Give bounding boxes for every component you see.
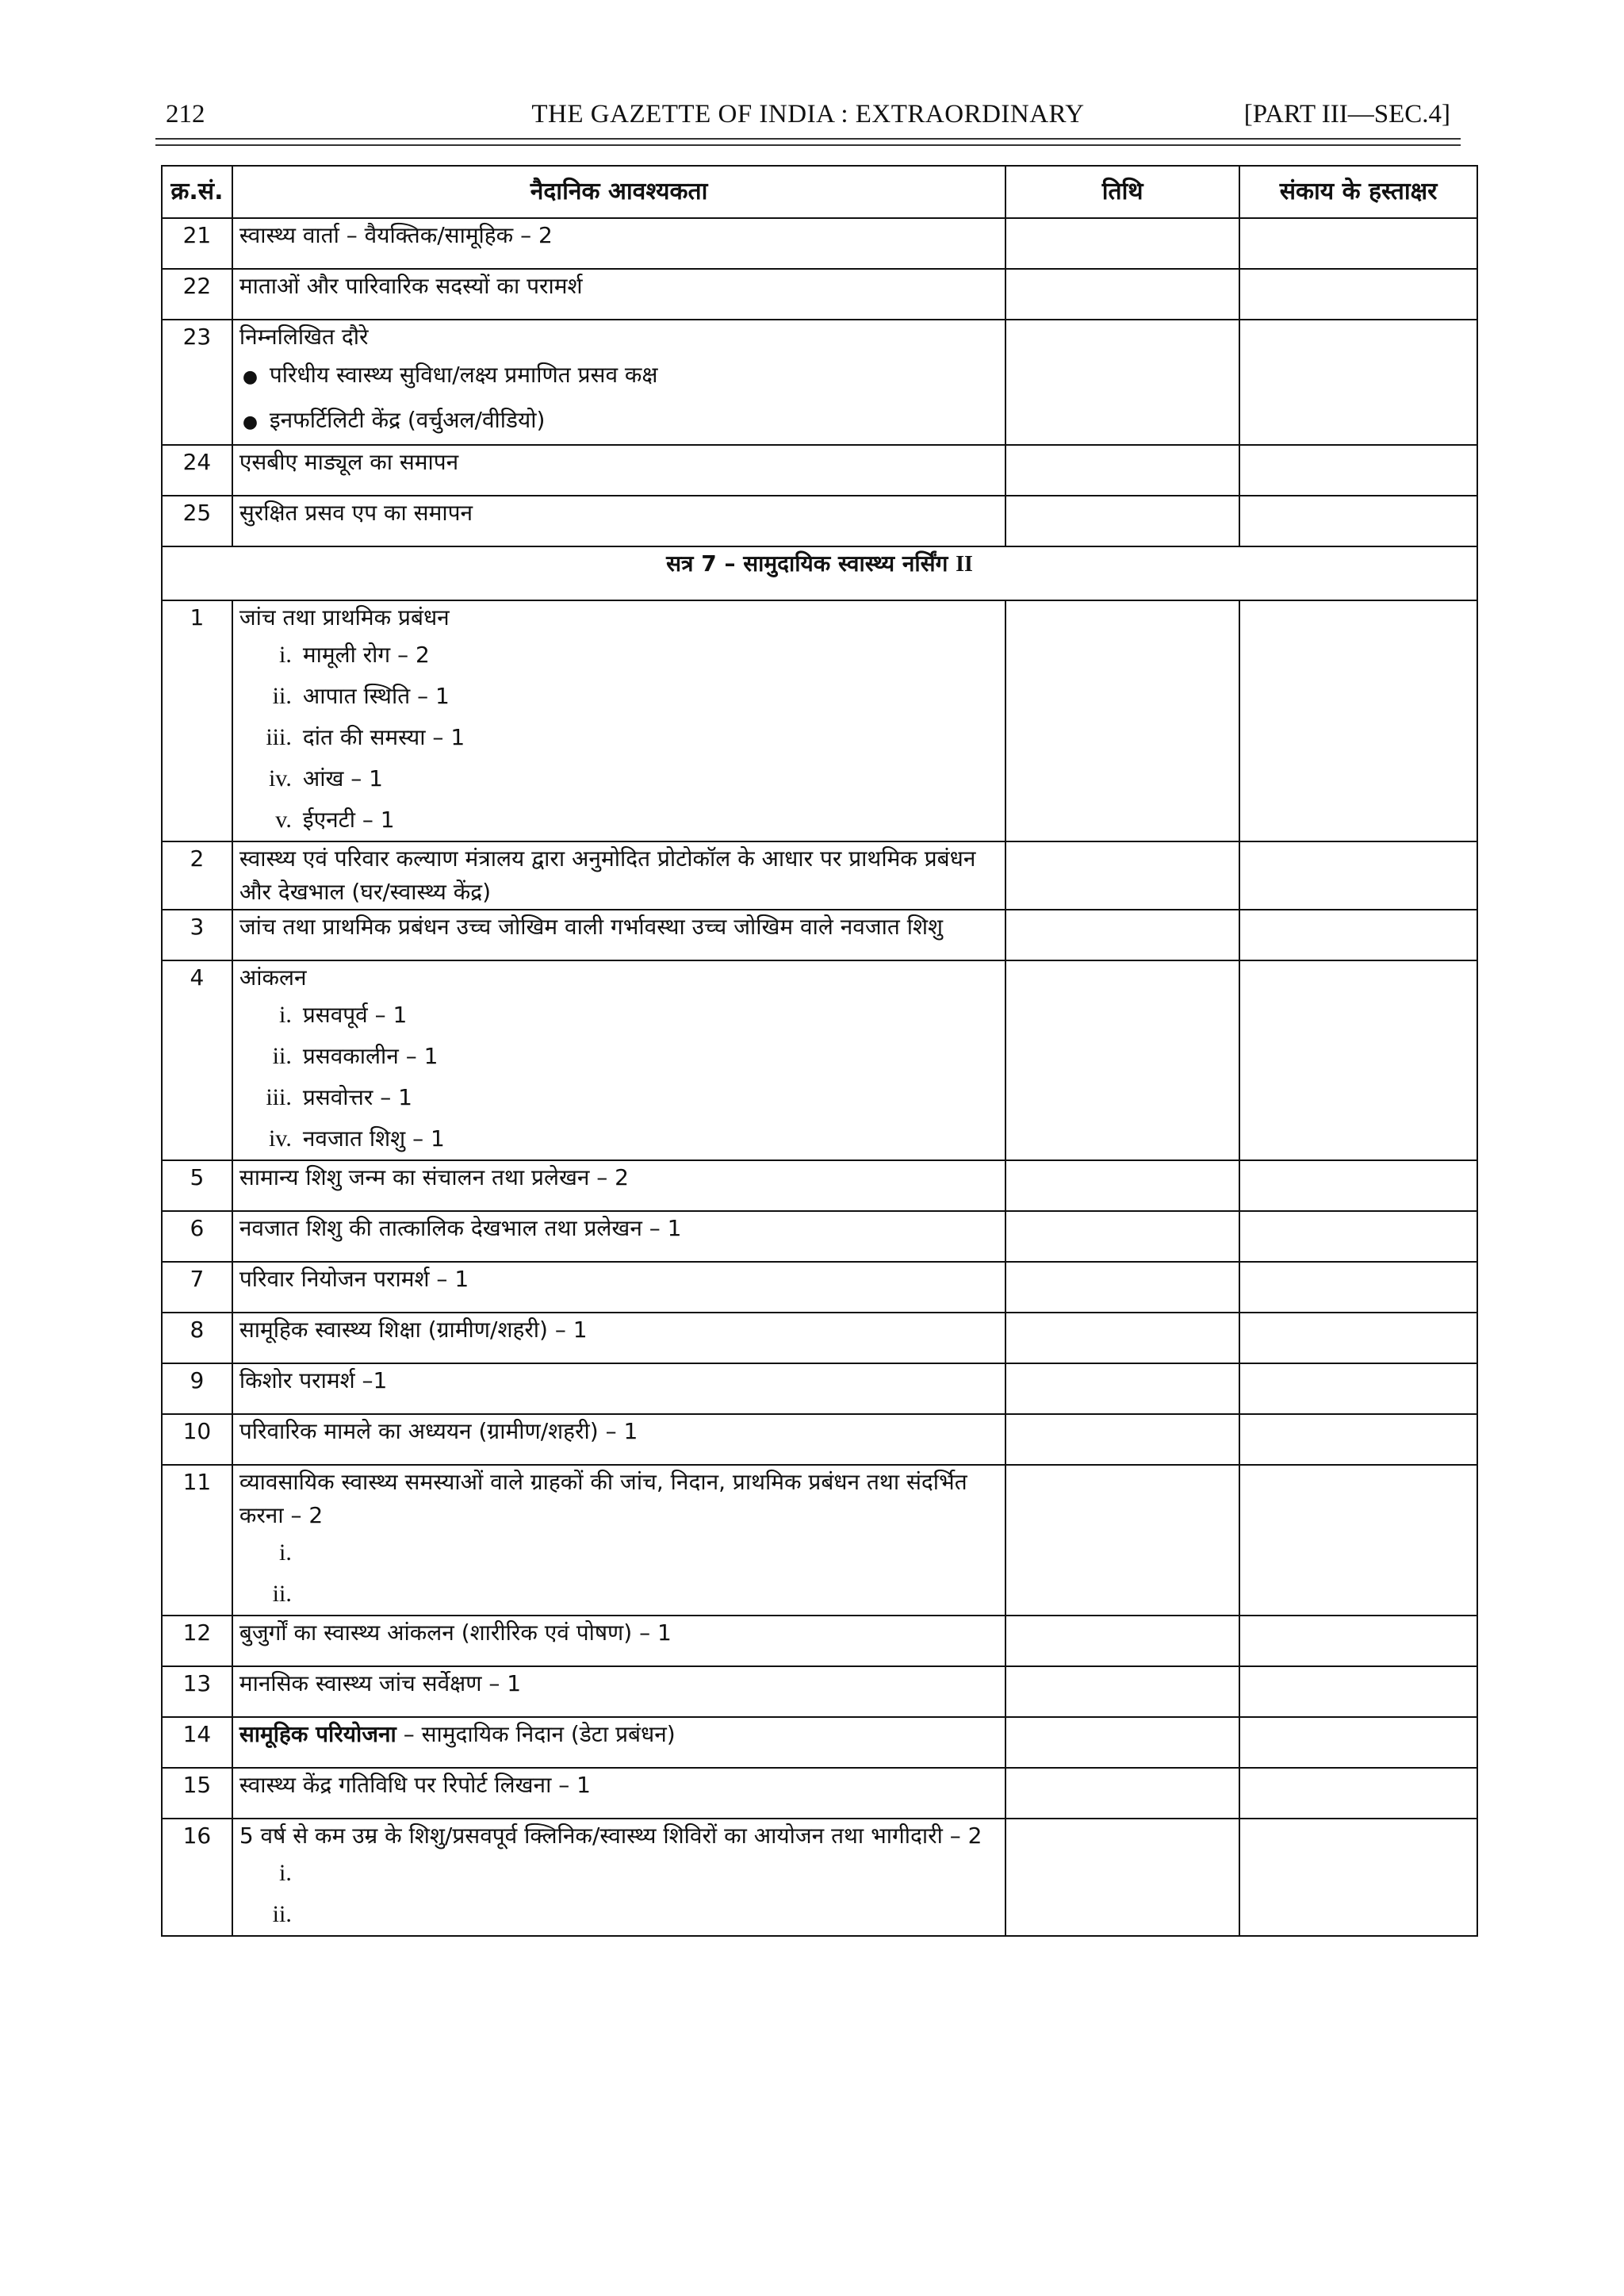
sub-text: दांत की समस्या – 1: [302, 724, 465, 750]
row-date-cell: [1005, 1160, 1239, 1211]
sub-text: मामूली रोग – 2: [302, 642, 430, 668]
requirement-text: बुजुर्गों का स्वास्थ्य आंकलन (शारीरिक एवं पोषण) – 1: [239, 1619, 672, 1646]
sub-item: [239, 995, 998, 1036]
sub-numeral: v.: [275, 807, 292, 833]
row-requirement: [232, 496, 1005, 546]
table-header-row: [162, 166, 1477, 218]
row-signature-cell: [1239, 1819, 1477, 1936]
sub-item: [239, 717, 998, 758]
row-serial: 4: [162, 960, 232, 1160]
table-row: [162, 269, 1477, 320]
requirement-text: स्वास्थ्य एवं परिवार कल्याण मंत्रालय द्वारा अनुमोदित प्रोटोकॉल के आधार पर प्राथमिक प्रबंधन और देखभाल (घर/स्वास्थ्य केंद्र): [239, 845, 976, 905]
row-requirement: [232, 910, 1005, 960]
row-serial: 23: [162, 320, 232, 445]
row-requirement: [232, 1768, 1005, 1819]
requirement-text: सामूहिक स्वास्थ्य शिक्षा (ग्रामीण/शहरी) – 1: [239, 1317, 588, 1343]
row-date-cell: [1005, 1666, 1239, 1717]
table-row: [162, 841, 1477, 910]
col-header-serial: क्र.सं.: [162, 166, 232, 218]
table-row: [162, 960, 1477, 1160]
requirement-text: नवजात शिशु की तात्कालिक देखभाल तथा प्रलेखन – 1: [239, 1215, 682, 1241]
sub-numeral: iii.: [266, 1084, 292, 1110]
row-signature-cell: [1239, 496, 1477, 546]
requirement-text: परिवारिक मामले का अध्ययन (ग्रामीण/शहरी) – 1: [239, 1418, 638, 1444]
table-body-a: [162, 218, 1477, 546]
row-serial: 14: [162, 1717, 232, 1768]
sub-item: [239, 1573, 998, 1615]
sub-item: [239, 1118, 998, 1159]
row-serial: 3: [162, 910, 232, 960]
row-date-cell: [1005, 445, 1239, 496]
section-heading-text: सत्र 7 – सामुदायिक स्वास्थ्य नर्सिंग: [666, 550, 948, 577]
requirement-text: – सामुदायिक निदान (डेटा प्रबंधन): [396, 1721, 676, 1747]
header-rule-top: [155, 138, 1461, 140]
row-serial: 25: [162, 496, 232, 546]
table-row: [162, 445, 1477, 496]
sub-item: [239, 1532, 998, 1573]
row-signature-cell: [1239, 841, 1477, 910]
table-row: [162, 1768, 1477, 1819]
sub-text: प्रसवपूर्व – 1: [302, 1002, 408, 1028]
sub-numeral: ii.: [272, 1901, 292, 1927]
table-body-b: [162, 600, 1477, 1936]
requirement-text: जांच तथा प्राथमिक प्रबंधन: [239, 604, 450, 631]
row-signature-cell: [1239, 269, 1477, 320]
requirement-text: व्यावसायिक स्वास्थ्य समस्याओं वाले ग्राहकों की जांच, निदान, प्राथमिक प्रबंधन तथा संदर्भित करना – 2: [239, 1469, 967, 1528]
page-header: [161, 94, 1455, 138]
sub-item: [239, 758, 998, 799]
row-date-cell: [1005, 1717, 1239, 1768]
sub-numeral: i.: [279, 642, 292, 668]
col-header-signature: संकाय के हस्ताक्षर: [1239, 166, 1477, 218]
row-serial: 7: [162, 1262, 232, 1313]
sub-item: [239, 1077, 998, 1118]
table-row: [162, 1414, 1477, 1465]
row-signature-cell: [1239, 1262, 1477, 1313]
row-requirement: [232, 1666, 1005, 1717]
table-row: [162, 1363, 1477, 1414]
row-requirement: [232, 1465, 1005, 1616]
row-requirement: [232, 269, 1005, 320]
row-date-cell: [1005, 1768, 1239, 1819]
table-row: [162, 496, 1477, 546]
requirement-text: सामान्य शिशु जन्म का संचालन तथा प्रलेखन – 2: [239, 1164, 629, 1190]
row-serial: 12: [162, 1616, 232, 1666]
sub-numeral: ii.: [272, 1581, 292, 1607]
row-requirement: [232, 1717, 1005, 1768]
section-heading: [162, 546, 1477, 600]
section-row: [162, 546, 1477, 600]
row-date-cell: [1005, 1363, 1239, 1414]
part-section: [PART III—SEC.4]: [1243, 100, 1450, 128]
row-serial: 13: [162, 1666, 232, 1717]
row-date-cell: [1005, 218, 1239, 269]
bullet-text: इनफर्टिलिटी केंद्र (वर्चुअल/वीडियो): [269, 407, 546, 433]
row-serial: 15: [162, 1768, 232, 1819]
row-requirement: [232, 1211, 1005, 1262]
row-signature-cell: [1239, 600, 1477, 841]
sub-item: [239, 1036, 998, 1077]
row-date-cell: [1005, 1262, 1239, 1313]
row-date-cell: [1005, 1414, 1239, 1465]
requirement-text: सुरक्षित प्रसव एप का समापन: [239, 500, 473, 526]
row-signature-cell: [1239, 1465, 1477, 1616]
bullet-text: परिधीय स्वास्थ्य सुविधा/लक्ष्य प्रमाणित प्रसव कक्ष: [269, 362, 658, 388]
row-date-cell: [1005, 1819, 1239, 1936]
row-date-cell: [1005, 320, 1239, 445]
row-requirement: [232, 960, 1005, 1160]
table-row: [162, 1666, 1477, 1717]
row-date-cell: [1005, 600, 1239, 841]
requirement-text: एसबीए माड्यूल का समापन: [239, 449, 459, 475]
row-date-cell: [1005, 1616, 1239, 1666]
table-row: [162, 218, 1477, 269]
row-serial: 22: [162, 269, 232, 320]
table-row: [162, 1717, 1477, 1768]
sub-numeral: i.: [279, 1539, 292, 1566]
row-serial: 24: [162, 445, 232, 496]
requirement-text: 5 वर्ष से कम उम्र के शिशु/प्रसवपूर्व क्लिनिक/स्वास्थ्य शिविरों का आयोजन तथा भागीदारी – 2: [239, 1823, 982, 1849]
sub-numeral: ii.: [272, 1043, 292, 1069]
requirement-text: माताओं और पारिवारिक सदस्यों का परामर्श: [239, 273, 583, 299]
row-requirement: [232, 1313, 1005, 1363]
row-date-cell: [1005, 960, 1239, 1160]
bullet-icon: ●: [242, 367, 259, 387]
table-row: [162, 910, 1477, 960]
row-requirement: [232, 600, 1005, 841]
sub-text: आपात स्थिति – 1: [302, 683, 450, 709]
row-date-cell: [1005, 1313, 1239, 1363]
row-requirement: [232, 1616, 1005, 1666]
row-serial: 10: [162, 1414, 232, 1465]
row-signature-cell: [1239, 1717, 1477, 1768]
sub-text: नवजात शिशु – 1: [302, 1125, 445, 1152]
bullet-item: [239, 354, 998, 399]
row-date-cell: [1005, 1211, 1239, 1262]
requirement-text: किशोर परामर्श –1: [239, 1367, 388, 1393]
sub-item: [239, 1853, 998, 1894]
row-serial: 11: [162, 1465, 232, 1616]
row-requirement: [232, 1819, 1005, 1936]
bullet-item: [239, 399, 998, 444]
sub-numeral: iv.: [268, 765, 292, 792]
requirement-text: मानसिक स्वास्थ्य जांच सर्वेक्षण – 1: [239, 1670, 522, 1696]
row-signature-cell: [1239, 1666, 1477, 1717]
row-requirement: [232, 1262, 1005, 1313]
sub-item: [239, 799, 998, 841]
table-row: [162, 1262, 1477, 1313]
sub-text: आंख – 1: [302, 765, 383, 792]
row-requirement: [232, 1363, 1005, 1414]
row-serial: 9: [162, 1363, 232, 1414]
row-signature-cell: [1239, 910, 1477, 960]
sub-text: ईएनटी – 1: [302, 807, 395, 833]
row-serial: 6: [162, 1211, 232, 1262]
sub-item: [239, 1894, 998, 1935]
sub-numeral: iii.: [266, 724, 292, 750]
requirement-text: निम्नलिखित दौरे: [239, 324, 369, 350]
row-signature-cell: [1239, 1211, 1477, 1262]
bullet-icon: ●: [242, 412, 259, 432]
row-serial: 1: [162, 600, 232, 841]
table-row: [162, 1211, 1477, 1262]
sub-item: [239, 634, 998, 676]
table-row: [162, 1616, 1477, 1666]
row-signature-cell: [1239, 1313, 1477, 1363]
clinical-requirements-table: [161, 165, 1478, 1937]
col-header-requirement: नैदानिक आवश्यकता: [232, 166, 1005, 218]
row-requirement: [232, 320, 1005, 445]
row-signature-cell: [1239, 1414, 1477, 1465]
row-signature-cell: [1239, 1160, 1477, 1211]
requirement-bold: सामूहिक परियोजना: [239, 1721, 396, 1747]
gazette-title: THE GAZETTE OF INDIA : EXTRAORDINARY: [531, 100, 1085, 128]
row-serial: 8: [162, 1313, 232, 1363]
row-requirement: [232, 1414, 1005, 1465]
requirement-text: स्वास्थ्य वार्ता – वैयक्तिक/सामूहिक – 2: [239, 222, 553, 248]
table-row: [162, 1465, 1477, 1616]
row-date-cell: [1005, 496, 1239, 546]
table-row: [162, 1160, 1477, 1211]
col-header-date: तिथि: [1005, 166, 1239, 218]
row-date-cell: [1005, 1465, 1239, 1616]
table-row: [162, 1819, 1477, 1936]
row-requirement: [232, 218, 1005, 269]
sub-numeral: iv.: [268, 1125, 292, 1152]
section-heading-numeral: II: [956, 552, 973, 577]
row-serial: 5: [162, 1160, 232, 1211]
table-row: [162, 320, 1477, 445]
row-signature-cell: [1239, 218, 1477, 269]
requirement-text: जांच तथा प्राथमिक प्रबंधन उच्च जोखिम वाली गर्भावस्था उच्च जोखिम वाले नवजात शिशु: [239, 914, 944, 940]
row-requirement: [232, 445, 1005, 496]
page-number: 212: [166, 100, 205, 128]
row-date-cell: [1005, 841, 1239, 910]
row-requirement: [232, 841, 1005, 910]
row-date-cell: [1005, 910, 1239, 960]
sub-item: [239, 676, 998, 717]
row-signature-cell: [1239, 1768, 1477, 1819]
requirement-text: स्वास्थ्य केंद्र गतिविधि पर रिपोर्ट लिखना – 1: [239, 1772, 591, 1798]
row-signature-cell: [1239, 1616, 1477, 1666]
sub-numeral: i.: [279, 1002, 292, 1028]
requirement-text: परिवार नियोजन परामर्श – 1: [239, 1266, 469, 1292]
section-row-body: [162, 546, 1477, 600]
header-rule-bottom: [155, 144, 1461, 146]
row-date-cell: [1005, 269, 1239, 320]
row-signature-cell: [1239, 1363, 1477, 1414]
table-row: [162, 600, 1477, 841]
table-row: [162, 1313, 1477, 1363]
row-requirement: [232, 1160, 1005, 1211]
row-signature-cell: [1239, 320, 1477, 445]
row-signature-cell: [1239, 445, 1477, 496]
row-serial: 21: [162, 218, 232, 269]
row-serial: 2: [162, 841, 232, 910]
row-signature-cell: [1239, 960, 1477, 1160]
sub-numeral: i.: [279, 1860, 292, 1886]
requirement-text: आंकलन: [239, 964, 307, 991]
sub-text: प्रसवकालीन – 1: [302, 1043, 439, 1069]
sub-text: प्रसवोत्तर – 1: [302, 1084, 412, 1110]
row-serial: 16: [162, 1819, 232, 1936]
sub-numeral: ii.: [272, 683, 292, 709]
